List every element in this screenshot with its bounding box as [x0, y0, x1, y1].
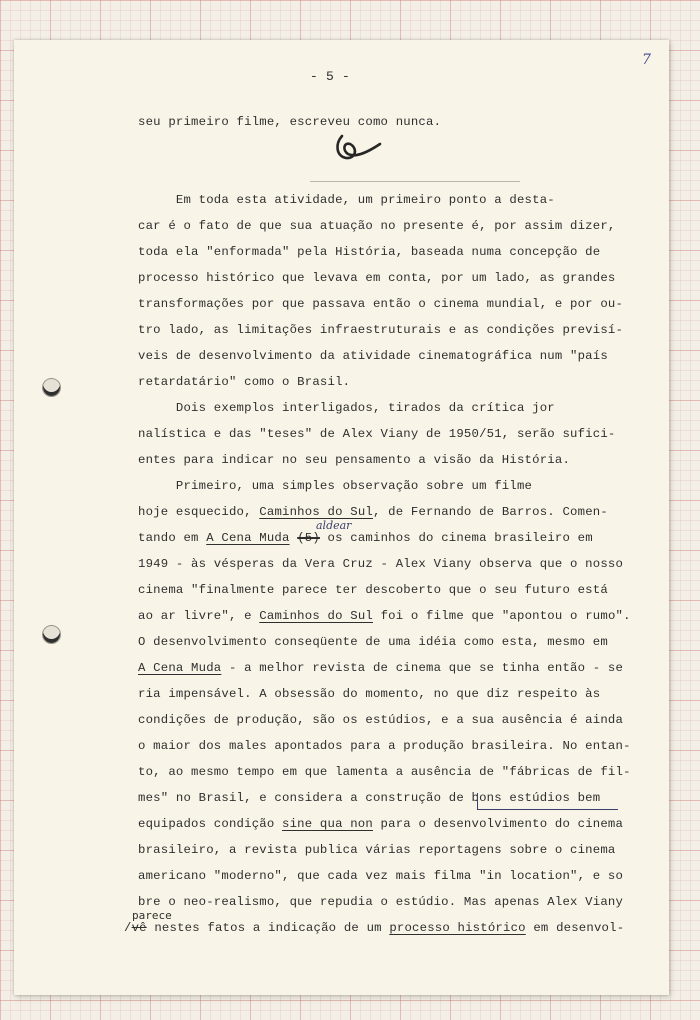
struck-footnote-marker: (5)	[297, 531, 320, 545]
text-line-0: seu primeiro filme, escreveu como nunca.	[138, 115, 442, 129]
phrase-processo-historico: processo histórico	[389, 921, 526, 935]
text-line-20: ria impensável. A obsessão do momento, no que diz respeito às	[138, 687, 601, 701]
line-14-part-a: tando em	[138, 531, 207, 545]
page-number: - 5 -	[310, 69, 351, 84]
text-line-25	[138, 817, 623, 831]
divider-rule	[310, 181, 520, 182]
text-line-12: Primeiro, uma simples observação sobre um filme	[138, 479, 533, 493]
pen-bracket-mark	[477, 793, 618, 810]
line-13-part-c: , de Fernando de Barros. Comen-	[372, 505, 608, 519]
line-25-part-c: para o desenvolvimento do cinema	[372, 817, 624, 831]
text-line-1: Em toda esta atividade, um primeiro ponto a desta-	[138, 193, 555, 207]
punch-hole-upper	[42, 378, 61, 397]
text-line-8: retardatário" como o Brasil.	[138, 375, 351, 389]
film-title-caminhos-do-sul: Caminhos do Sul	[259, 505, 373, 519]
line-14-part-e: os caminhos do cinema brasileiro em	[319, 531, 593, 545]
text-line-29: /vê nestes fatos a indicação de um processo histórico em desenvol-	[124, 921, 625, 935]
text-line-7: veis de desenvolvimento da atividade cinematográfica num "país	[138, 349, 608, 363]
text-line-16: cinema "finalmente parece ter descoberto que o seu futuro está	[138, 583, 608, 597]
typewritten-page	[14, 40, 669, 995]
line-17-part-c: foi o filme que "apontou o rumo".	[372, 609, 631, 623]
phrase-sine-qua-non: sine qua non	[282, 817, 373, 831]
text-line-27: americano "moderno", que cada vez mais filma "in location", e so	[138, 869, 624, 883]
text-line-26: brasileiro, a revista publica várias reportagens sobre o cinema	[138, 843, 616, 857]
magazine-title-a-cena-muda: A Cena Muda	[206, 531, 290, 545]
text-line-28: bre o neo-realismo, que repudia o estúdio. Mas apenas Alex Viany	[138, 895, 624, 909]
text-line-10: nalística e das "teses" de Alex Viany de 1950/51, serão sufici-	[138, 427, 616, 441]
text-line-6: tro lado, as limitações infraestruturais e as condições previsí-	[138, 323, 624, 337]
text-line-9: Dois exemplos interligados, tirados da crítica jor	[138, 401, 555, 415]
text-line-15: 1949 - às vésperas da Vera Cruz - Alex Viany observa que o nosso	[138, 557, 624, 571]
line-29-part-b: nestes fatos a indicação de um	[146, 921, 390, 935]
section-mark-glyph	[332, 132, 384, 164]
text-line-19	[138, 661, 623, 675]
text-line-24: mes" no Brasil, e considera a construção de bons estúdios bem	[138, 791, 601, 805]
text-line-14	[138, 531, 593, 545]
text-line-21: condições de produção, são os estúdios, e a sua ausência é ainda	[138, 713, 624, 727]
text-line-23: to, ao mesmo tempo em que lamenta a ausência de "fábricas de fil-	[138, 765, 631, 779]
punch-hole-lower	[42, 625, 61, 644]
line-17-part-a: ao ar livre", e	[138, 609, 260, 623]
text-line-3: toda ela "enformada" pela História, baseada numa concepção de	[138, 245, 601, 259]
handwritten-insertion-aldear: aldear	[316, 519, 352, 532]
film-title-caminhos-do-sul-2: Caminhos do Sul	[259, 609, 373, 623]
struck-word-ve: vê	[131, 921, 147, 935]
line-13-part-a: hoje esquecido,	[138, 505, 260, 519]
text-line-5: transformações por que passava então o cinema mundial, e por ou-	[138, 297, 624, 311]
text-line-11: entes para indicar no seu pensamento a visão da História.	[138, 453, 571, 467]
line-19-part-b: - a melhor revista de cinema que se tinha então - se	[221, 661, 624, 675]
magazine-title-a-cena-muda-2: A Cena Muda	[138, 661, 222, 675]
archive-mark: 7	[642, 52, 651, 68]
line-29-part-d: em desenvol-	[525, 921, 625, 935]
line-25-part-a: equipados condição	[138, 817, 283, 831]
typed-insertion-parece: parece	[132, 909, 172, 922]
text-line-13	[138, 505, 608, 519]
text-line-2: car é o fato de que sua atuação no presente é, por assim dizer,	[138, 219, 616, 233]
text-line-18: O desenvolvimento conseqüente de uma idéia como esta, mesmo em	[138, 635, 608, 649]
text-line-17	[138, 609, 631, 623]
text-line-4: processo histórico que levava em conta, por um lado, as grandes	[138, 271, 616, 285]
text-line-22: o maior dos males apontados para a produção brasileira. No entan-	[138, 739, 631, 753]
